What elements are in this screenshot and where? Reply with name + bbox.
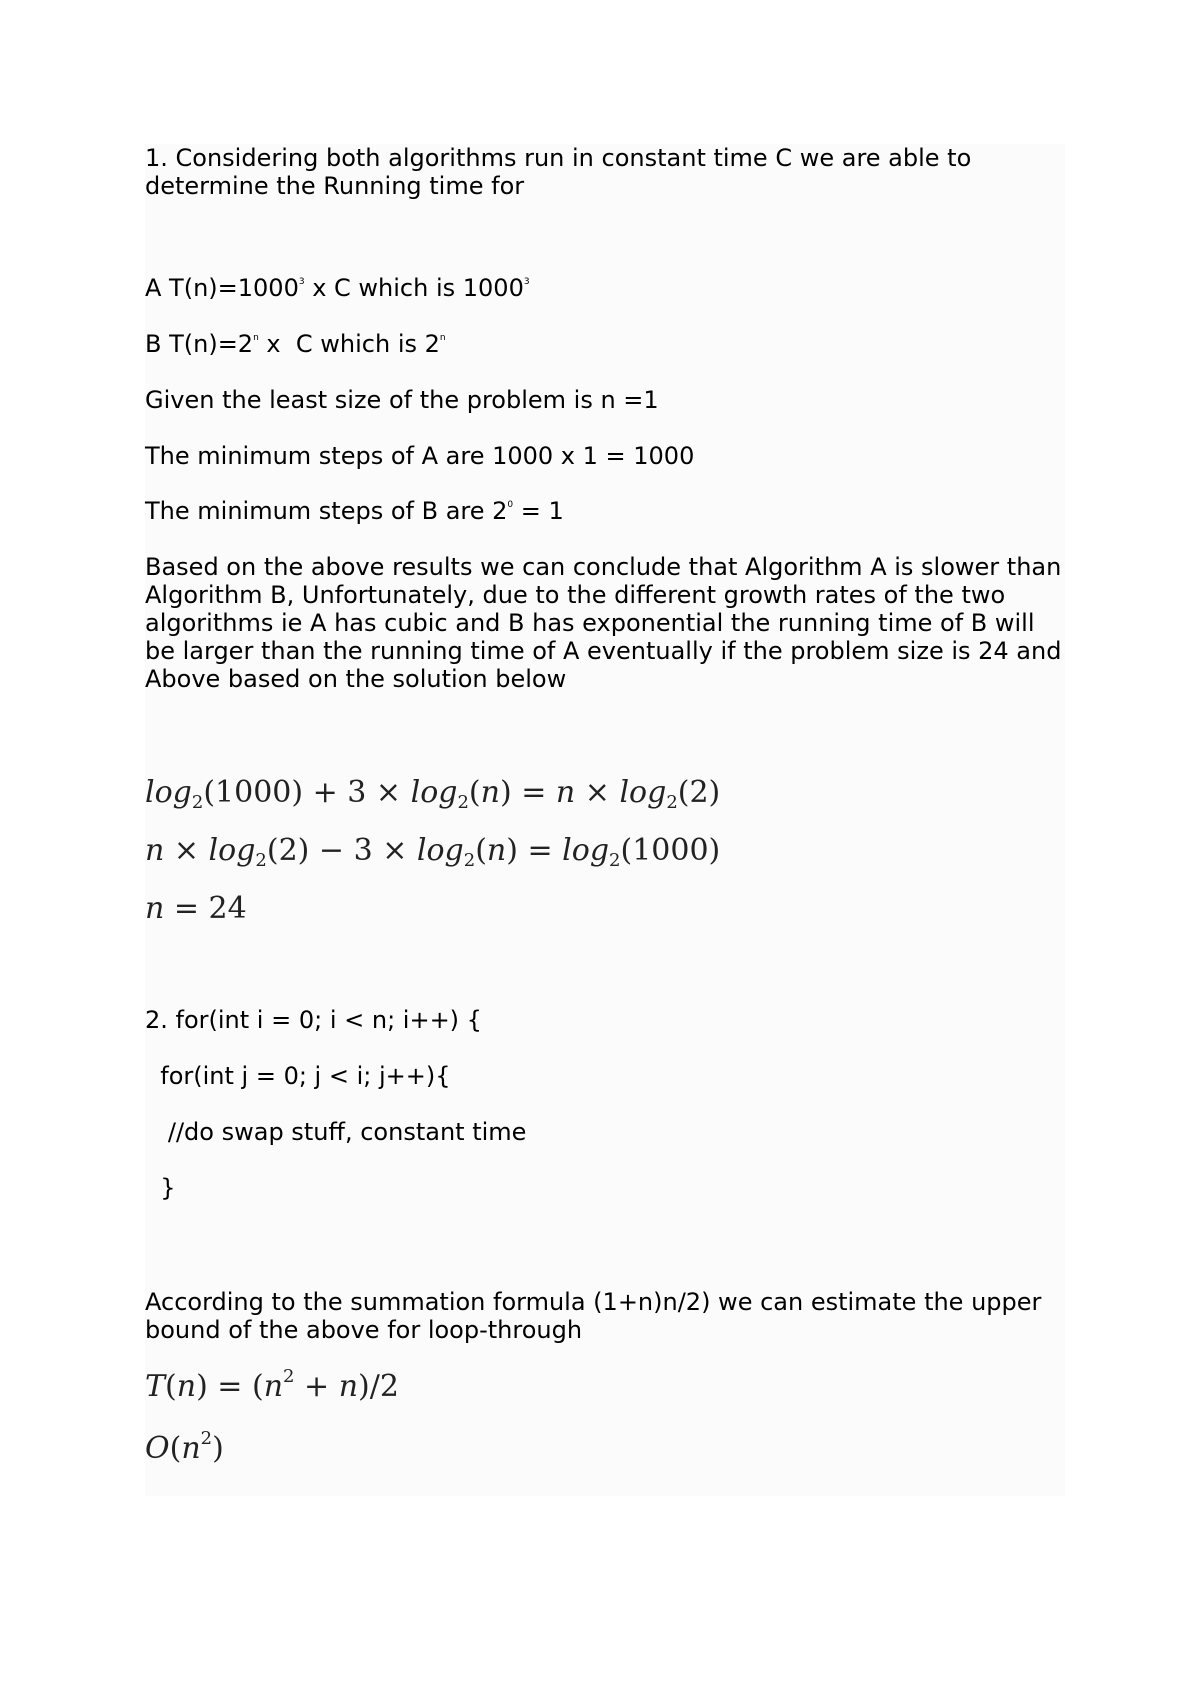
q2-line-1: 2. for(int i = 0; i < n; i++) { (145, 1006, 482, 1034)
q1-conclusion: Based on the above results we can conclude that Algorithm A is slower than Algorithm B, Unfortunately, due to the different growth rates of the two algorithms ie A has cubic and B has exponential the running time of B will be larger than the running time of A eventually if the problem size is 24 and Above based on the solution below (145, 553, 1062, 693)
q2-line-2: for(int j = 0; j < i; j++){ (145, 1062, 451, 1090)
formula-t-n: $T(n) = (n^2 + n)/2$ (145, 1366, 399, 1404)
q1-intro: 1. Considering both algorithms run in constant time C we are able to determine the Running time for (145, 144, 972, 200)
q1-line-a: A $T(n)=1000^3$ x C which is 1000$^3$ (145, 274, 530, 302)
q2-line-3: //do swap stuff, constant time (145, 1118, 527, 1146)
q2-line-4: } (145, 1174, 176, 1202)
equation-1: $\log_2(1000) + 3 \times \log_2(n) = n \times \log_2(2)$ (145, 775, 721, 813)
q1-min-b: The minimum steps of B are $2^0 = 1$ (145, 497, 564, 525)
q1-least-size: Given the least size of the problem is n =1 (145, 386, 659, 414)
q1-line-b: B $T(n)=2^n$ x C which is 2$^n$ (145, 330, 446, 358)
equation-2: $n \times \log_2(2) - 3 \times \log_2(n) = \log_2(1000)$ (145, 833, 721, 871)
document-body (145, 144, 1065, 1496)
equation-3: n = 24 (145, 891, 247, 926)
formula-big-o: $O(n^2)$ (145, 1428, 224, 1466)
q2-summation: According to the summation formula (1+n)n/2) we can estimate the upper bound of the above for loop-through (145, 1288, 1042, 1344)
q1-min-a: The minimum steps of A are 1000 x 1 = 1000 (145, 442, 695, 470)
